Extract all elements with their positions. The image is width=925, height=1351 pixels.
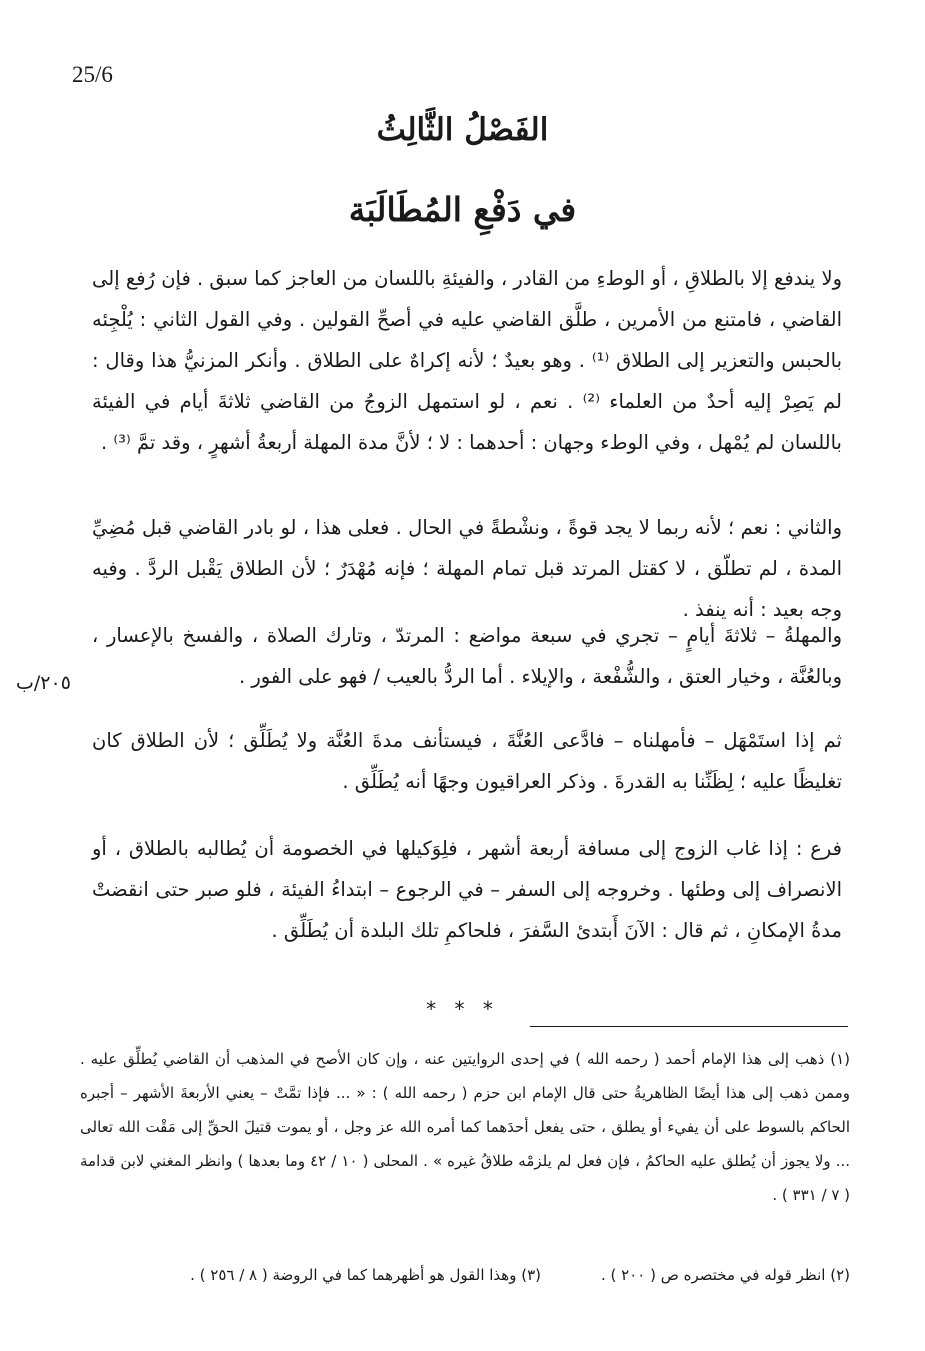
paragraph: ثم إذا استَمْهَل – فأمهلناه – فادَّعى العُنَّةَ ، فيستأنف مدةَ العُنَّة ولا يُطَلِّق ؛ لأن الطلاق كان تغليظًا عليه ؛ لِظَنِّنا به القدرةَ . وذكر العراقيون وجهًا أنه يُطَلِّق .: [92, 729, 842, 793]
paragraph: والمهلةُ – ثلاثةَ أيامٍ – تجري في سبعة مواضع : المرتدّ ، وتارك الصلاة ، والفسخ بالإعسار ، وبالعُنَّة ، وخيار العتق ، والشُّفْعة ، والإيلاء . أما الردُّ بالعيب / فهو على الفور .: [92, 624, 842, 688]
paragraph: ولا يندفع إلا بالطلاقِ ، أو الوطءِ من القادر ، والفيئةِ باللسان من العاجز كما سبق . فإن رُفع إلى القاضي ، فامتنع من الأمرين ، طلَّق القاضي عليه في أصحِّ القولين . وفي القول الثاني : يُلْجِئه بالحبس والتعزير إلى الطلاق ⁽¹⁾ . وهو بعيدٌ ؛ لأنه إكراهٌ على الطلاق . وأنكر المزنيُّ هذا وقال : لم يَصِرْ إليه أحدٌ من العلماء ⁽²⁾ . نعم ، لو استمهل الزوجُ من القاضي ثلاثةَ أيام في الفيئة باللسان لم يُمْهل ، وفي الوطء وجهان : أحدهما : لا ؛ لأنَّ مدة المهلة أربعةُ أشهرٍ ، وقد تمَّ ⁽³⁾ .: [92, 267, 842, 454]
section-separator: * * *: [426, 997, 499, 1021]
footnote-divider: [530, 1026, 848, 1027]
footnote-1: (١) ذهب إلى هذا الإمام أحمد ( رحمه الله ) في إحدى الروايتين عنه ، وإن كان الأصح في المذهب أن القاضي يُطلِّق عليه . وممن ذهب إلى هذا أيضًا الظاهريةُ حتى قال الإمام ابن حزم ( رحمه الله ) : « ... فإذا تمَّتْ – يعني الأربعةَ الأشهر – أجبره الحاكم بالسوط على أن يفيء أو يطلق ، حتى يفعل أحدَهما كما أمره الله عز وجل ، أو يموت قتيلَ الحقِّ إلى مَقْت الله تعالى ... ولا يجوز أن يُطلق عليه الحاكمُ ، فإن فعل لم يلزمْه طلاقُ غيره » . المحلى ( ١٠ / ٤٢ وما بعدها ) وانظر المغني لابن قدامة ( ٧ / ٣٣١ ) .: [80, 1050, 850, 1204]
footnote-3: (٣) وهذا القول هو أظهرهما كما في الروضة ( ٨ / ٢٥٦ ) .: [190, 1266, 542, 1284]
paragraph: فرع : إذا غاب الزوج إلى مسافة أربعة أشهر ، فلِوَكيلها في الخصومة أن يُطالبه بالطلاق ، أو الانصراف إلى وطئها . وخروجه إلى السفر – في الرجوع – ابتداءُ الفيئة ، فلو صبر حتى انقضتْ مدةُ الإمكانِ ، ثم قال : الآنَ أَبتدئ السَّفرَ ، فلحاكمِ تلك البلدة أن يُطَلِّق .: [92, 837, 842, 942]
paragraph: والثاني : نعم ؛ لأنه ربما لا يجد قوةً ، ونشْطةً في الحال . فعلى هذا ، لو بادر القاضي قبل مُضِيِّ المدة ، لم تطلّق ، لا كقتل المرتد قبل تمام المهلة ؛ فإنه مُهْدَرٌ ؛ لأن الطلاق يَقْبل الردَّ . وفيه وجه بعيد : أنه ينفذ .: [92, 516, 842, 621]
chapter-subtitle: في دَفْعِ المُطَالَبَة: [348, 190, 577, 229]
footnote-row: [80, 1258, 850, 1292]
footnote-2: (٢) انظر قوله في مختصره ص ( ٢٠٠ ) .: [601, 1266, 850, 1284]
manuscript-folio-note: ٢٠٥/ب: [16, 672, 71, 694]
chapter-title: الفَصْلُ الثَّالِثُ: [376, 112, 549, 148]
page-number: 25/6: [72, 62, 113, 87]
